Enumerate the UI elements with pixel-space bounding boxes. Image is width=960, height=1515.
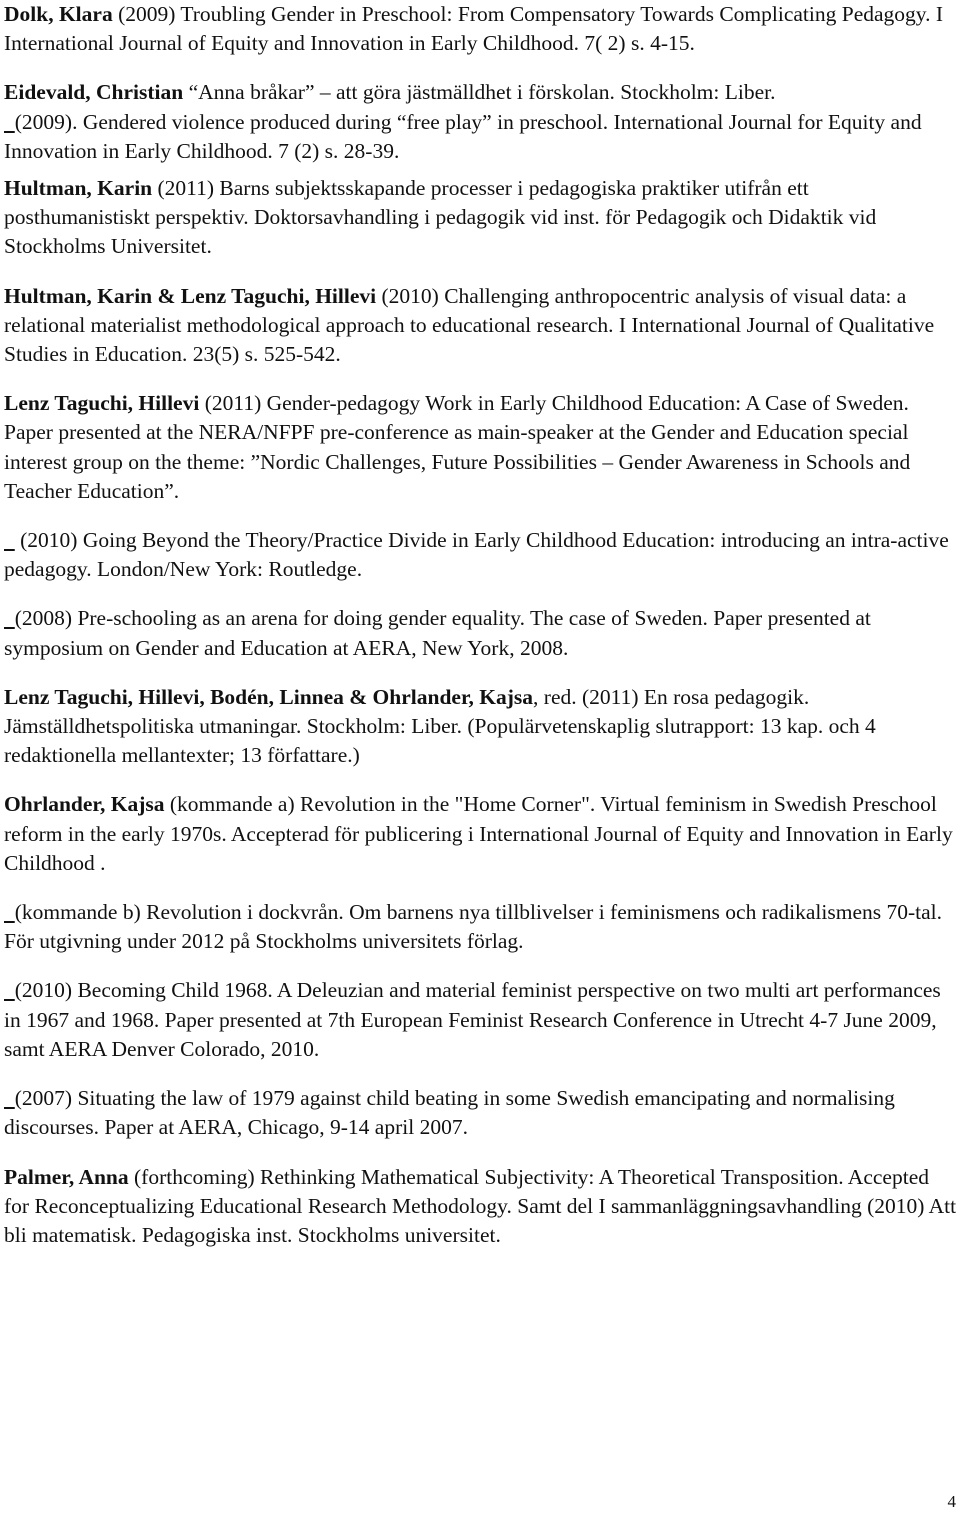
reference-entry xyxy=(4,282,958,370)
reference-entry xyxy=(4,898,958,956)
reference-text: (kommande a) Revolution in the "Home Corner". Virtual feminism in Swedish Preschool reform in the early 1970s. Accepterad för publicering i International Journal of Equity and Innovation in Early Childhood . xyxy=(4,792,953,875)
reference-text: (2010) Going Beyond the Theory/Practice Divide in Early Childhood Education: introducing an intra-active pedagogy. London/New York: Routledge. xyxy=(4,528,949,582)
repeat-author-mark xyxy=(4,978,15,1002)
reference-text: “Anna bråkar” – att göra jästmälldhet i förskolan. Stockholm: Liber. xyxy=(183,80,776,105)
reference-author: Eidevald, Christian xyxy=(4,80,184,105)
reference-text: (2011) Gender-pedagogy Work in Early Childhood Education: A Case of Sweden. Paper presented at the NERA/NFPF pre-conference as main-speaker at the Gender and Education special interest group on the theme: ”Nordic Challenges, Future Possibilities – Gender Awareness in Schools and Teacher Education”. xyxy=(4,391,911,503)
repeat-author-mark xyxy=(4,110,15,134)
reference-text: (2009). Gendered violence produced during “free play” in preschool. International Journal for Equity and Innovation in Early Childhood. 7 (2) s. 28-39. xyxy=(4,109,922,163)
reference-author: Hultman, Karin & Lenz Taguchi, Hillevi xyxy=(4,283,377,308)
reference-entry xyxy=(4,604,958,662)
reference-entry xyxy=(4,526,958,584)
reference-text: (2008) Pre-schooling as an arena for doing gender equality. The case of Sweden. Paper presented at symposium on Gender and Education at AERA, New York, 2008. xyxy=(4,606,871,660)
reference-entry xyxy=(4,108,958,166)
reference-entry xyxy=(4,790,958,878)
reference-text: (2010) Becoming Child 1968. A Deleuzian and material feminist perspective on two multi art performances in 1967 and 1968. Paper presented at 7th European Feminist Research Conference in Utrecht 4-7 June 2009, samt AERA Denver Colorado, 2010. xyxy=(4,978,941,1061)
reference-text: (2009) Troubling Gender in Preschool: From Compensatory Towards Complicating Pedagogy. I International Journal of Equity and Innovation in Early Childhood. 7( 2) s. 4-15. xyxy=(4,2,944,56)
repeat-author-mark xyxy=(4,606,15,630)
reference-author: Lenz Taguchi, Hillevi, Bodén, Linnea & Ohrlander, Kajsa xyxy=(4,684,534,709)
reference-author: Lenz Taguchi, Hillevi xyxy=(4,391,200,416)
reference-entry xyxy=(4,1163,958,1251)
reference-text: (2010) Challenging anthropocentric analysis of visual data: a relational materialist methodological approach to educational research. I International Journal of Qualitative Studies in Education. 23(5) s. 525-542. xyxy=(4,283,935,367)
reference-entry xyxy=(4,1084,958,1142)
reference-text: (kommande b) Revolution i dockvrån. Om barnens nya tillblivelser i feminismens och radikalismens 70-tal. För utgivning under 2012 på Stockholms universitets förlag. xyxy=(4,900,943,954)
reference-entry xyxy=(4,0,958,58)
reference-author: Ohrlander, Kajsa xyxy=(4,792,165,817)
reference-entry xyxy=(4,78,958,107)
reference-text: (2011) Barns subjektsskapande processer i pedagogiska praktiker utifrån ett posthumanistiskt perspektiv. Doktorsavhandling i pedagogik vid inst. för Pedagogik och Didaktik vid Stockholms Universitet. xyxy=(4,176,877,259)
reference-list xyxy=(4,0,958,1250)
reference-entry xyxy=(4,389,958,506)
page-number: 4 xyxy=(947,1492,956,1511)
reference-entry xyxy=(4,174,958,262)
reference-text: (2007) Situating the law of 1979 against child beating in some Swedish emancipating and normalising discourses. Paper at AERA, Chicago, 9-14 april 2007. xyxy=(4,1086,895,1140)
reference-author: Palmer, Anna xyxy=(4,1164,129,1189)
reference-text: (forthcoming) Rethinking Mathematical Subjectivity: A Theoretical Transposition. Accepted for Reconceptualizing Educational Research Methodology. Samt del I sammanläggningsavhandling (2010) Att bli matematisk. Pedagogiska inst. Stockholms universitet. xyxy=(4,1164,957,1247)
reference-entry xyxy=(4,976,958,1064)
repeat-author-mark xyxy=(4,1086,15,1110)
reference-text: , red. (2011) En rosa pedagogik. Jämställdhetspolitiska utmaningar. Stockholm: Liber. (Populärvetenskaplig slutrapport: 13 kap. och 4 redaktionella mellantexter; 13 författare.) xyxy=(4,684,876,768)
reference-author: Dolk, Klara xyxy=(4,2,113,26)
reference-entry xyxy=(4,683,958,771)
repeat-author-mark xyxy=(4,900,15,924)
reference-author: Hultman, Karin xyxy=(4,176,153,201)
repeat-author-mark xyxy=(4,528,15,552)
